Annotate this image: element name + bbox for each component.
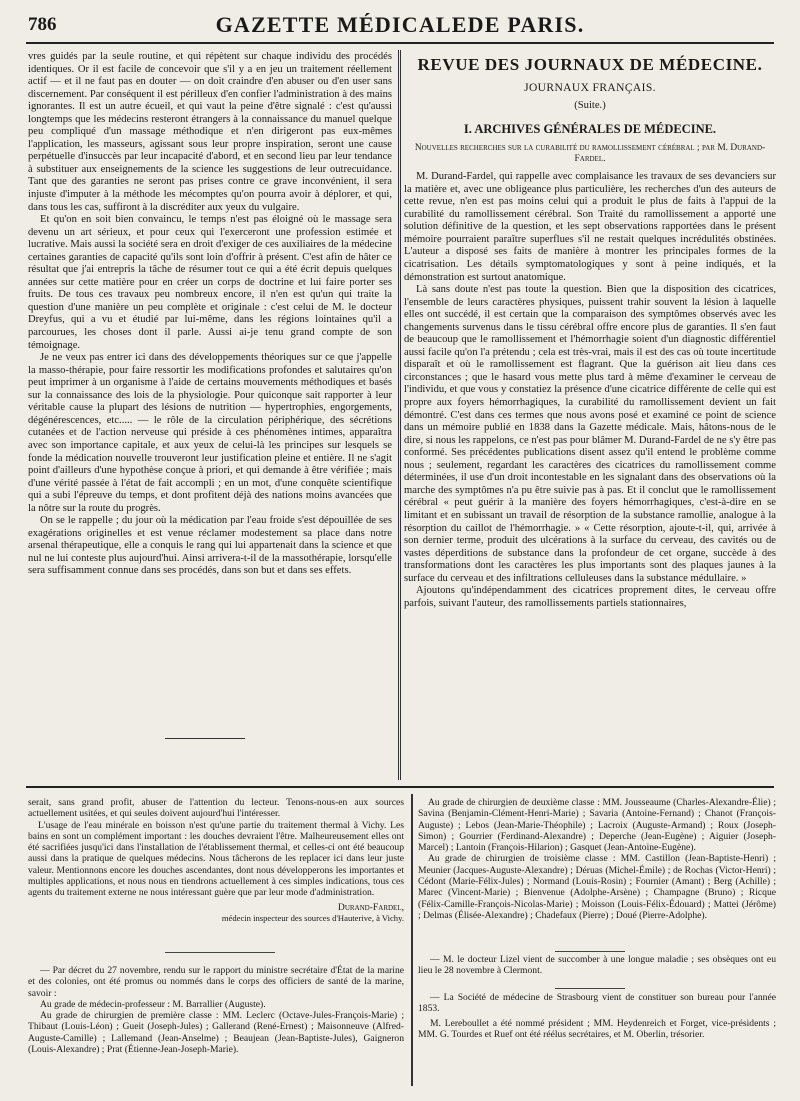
left-paragraph: Je ne veux pas entrer ici dans des développements théoriques sur ce que j'appelle la masso-thérapie, pour faire ressortir les modifications profondes et salutaires qu'on peut imprimer à un organisme à l'aide de certains mouvements méthodiques et basés sur la connaissance des lois de la physiologie. Pour quiconque sait rapporter à leur véritable cause la plupart des lésions de nutrition — hypertrophies, engorgements, dégénérescences, etc..... — le rôle de la circulation périphérique, des sécrétions cutanées et de l'action nerveuse qui préside à ces phénomènes intimes, apparaîtra avec son importance capitale, et aux yeux de celui-là les principes sur lesquels se fonde la médication nouvelle trouveront leur justification pleine et entière. Il ne s'agit point d'ailleurs d'une hypothèse conçue à priori, et qui demande à être vérifiée ; mais d'une vérité passée à l'état de fait accompli ; en un mot, d'une conquête scientifique qui a subi l'épreuve du temps, et dont profitent déjà des nations moins avancées que la nôtre sur la route du progrès. bbox=[28, 352, 392, 514]
left-paragraph: vres guidés par la seule routine, et qui répètent sur chaque individu des procédés identiques. Or il est facile de concevoir que s'il y a en jeu un traitement réellement actif — et il ne faut pas en douter — on doit craindre d'en abuser ou d'en user sans discernement. Par conséquent il est périlleux d'en confier l'administration à des mains ignorantes. Il est un autre écueil, et qui vaut la peine d'être signalé : c'est qu'aussi longtemps que les médecins resteront étrangers à la connaissance du manuel quelque peu compliqué d'un massage méthodique et n'en dirigeront pas eux-mêmes l'application, les masseurs, agissant sous leur propre inspiration, seront une cause perpétuelle d'insuccès par leur incapacité d'abord, et en second lieu par leur tendance à substituer aux enseignements de la science les suggestions de leur outrecuidance. Tant que des garanties ne seront pas prises contre ce grave inconvénient, il sera injuste d'imputer à la méthode les mécomptes qu'on pourra avoir à déplorer, et qui, dans tous les cas, suffiront à la discréditer aux yeux du vulgaire. bbox=[28, 51, 392, 213]
review-continued: (Suite.) bbox=[574, 100, 606, 112]
right-paragraph: M. Durand-Fardel, qui rappelle avec complaisance les travaux de ses devanciers sur la matière et, avec une obligeance plus particulière, les recherches d'un des auteurs de cette revue, n'en est pas moins celui qui a produit le plus de faits à l'appui de la curabilité du ramollissement cérébral. Son Traité du ramollissement a apporté une solution définitive de la question, et les sept observations rapportées dans le présent mémoire pourraient paraître superflues s'il ne restait quelques incrédulités obstinées. L'auteur a disposé ses faits de manière à montrer les principales formes de la cicatrisation. Les détails symptomatologiques y sont à peine indiqués, et la démonstration est surtout anatomique. bbox=[404, 171, 776, 283]
header-rule bbox=[26, 42, 774, 44]
bottom-left-paragraph: L'usage de l'eau minérale en boisson n'est qu'une partie du traitement thermal à Vichy. Les bains en sont un complément important : les douches devraient l'être. Malheureusement elles ont été sacrifiées jusqu'ici dans l'installation de l'établissement thermal, et celles-ci ont été beaucoup aussi dans la pratique de quelques médecins. Nous tâcherons de les replacer ici dans leur juste valeur. Mentionnons encore les douches ascendantes, dont nous développerons les importantes et multiples applications, et nous nous en tiendrons actuellement à ces simples indications, tous ces agents du traitement externe ne nous intéressant guère que par leur mode d'administration. bbox=[28, 819, 404, 899]
decree-paragraph: Au grade de chirurgien de première classe : MM. Leclerc (Octave-Jules-François-Marie) ; Thibaut (Louis-Léon) ; Gueit (Joseph-Jules) ; Gallerand (René-Ernest) ; Maisonneuve (Alfred-Auguste-Camille) ; Lallemand (Jean-Anselme) ; Beaujean (Jean-Baptiste-Jules), Gaigneron (Louis-Alexandre) ; Prat (Étienne-Jean-Joseph-Marie). bbox=[28, 1010, 404, 1056]
bottom-left-column bbox=[28, 797, 404, 932]
bottom-right-paragraph: Au grade de chirurgien de deuxième classe : MM. Jousseaume (Charles-Alexandre-Élie) ; Savina (Benjamin-Clément-Henri-Marie) ; Savaria (Antoine-Fernand) ; Chanot (François-Auguste) ; Lebos (Jean-Marie-Théophile) ; Lacroix (Auguste-Armand) ; Roux (Joseph-Simon) ; Gourrier (Ferdinand-Alexandre) ; Deperche (Jean-Eugène) ; Aiguier (Joseph-Marcel) ; Lantoin (François-Hilarion) ; Gasquet (Jean-Antoine-Eugène). bbox=[418, 797, 776, 854]
note-paragraph: — La Société de médecine de Strasbourg vient de constituer son bureau pour l'année 1853. bbox=[418, 992, 776, 1015]
bottom-right-column bbox=[418, 797, 776, 921]
decree-paragraph: — Par décret du 27 novembre, rendu sur le rapport du ministre secrétaire d'État de la marine et des colonies, ont été promus ou nommés dans le corps des officiers de santé de la marine, savoir : bbox=[28, 965, 404, 999]
right-column bbox=[404, 51, 776, 610]
page-number: 786 bbox=[28, 14, 57, 35]
note-paragraph: — M. le docteur Lizel vient de succomber à une longue maladie ; ses obsèques ont eu lieu le 28 novembre à Clermont. bbox=[418, 954, 776, 977]
left-paragraph: On se le rappelle ; du jour où la médication par l'eau froide s'est dépouillée de ses exagérations originelles et est venue réclamer modestement sa place dans notre arsenal thérapeutique, elle a conquis le rang qui lui appartenait dans la science et que nul ne lui conteste plus aujourd'hui. Ainsi arrivera-t-il de la massothérapie, lorsqu'elle sera suffisamment connue dans ses procédés, dans son but et dans ses effets. bbox=[28, 515, 392, 577]
officers-note bbox=[418, 1018, 776, 1041]
right-paragraph: Ajoutons qu'indépendamment des cicatrices proprement dites, le cerveau offre parfois, suivant l'auteur, des ramollissements partiels stationnaires, bbox=[404, 585, 776, 609]
left-column bbox=[28, 51, 392, 578]
end-of-article-rule bbox=[165, 738, 245, 739]
separator-rule bbox=[555, 988, 625, 989]
decree-block bbox=[28, 965, 404, 1055]
note-paragraph: M. Lereboullet a été nommé président ; MM. Heydenreich et Forget, vice-présidents ; MM. G. Tourdes et Ruef ont été réélus secrétaires, et M. Oberlin, trésorier. bbox=[418, 1018, 776, 1041]
lizel-note bbox=[418, 954, 776, 977]
signature-title: médecin inspecteur des sources d'Hauterive, à Vichy. bbox=[221, 912, 404, 923]
right-paragraph: Là sans doute n'est pas toute la question. Bien que la disposition des cicatrices, l'ensemble de leurs caractères physiques, puissent trahir souvent la lésion à laquelle elles ont succédé, il est certain que la comparaison des symptômes observés avec les changements survenus dans le tissu cérébral offre encore plus de garanties. Il s'en faut de beaucoup que le ramollissement et l'hémorrhagie soient d'un diagnostic différentiel aussi facile qu'on l'a prétendu ; cela est très-vrai, mais il est des cas où toute incertitude disparaît et où le ramollissement est flagrant. Que la guérison ait lieu dans ces circonstances ; que le hasard vous mette plus tard à même d'examiner le cerveau de l'individu, et que vous y constatiez la présence d'une cicatrice différente de celle qui est propre aux foyers hémorrhagiques, la curabilité du ramollissement devient un fait démontré. C'est dans ces termes que nous avons posé et examiné ce point de science dans un mémoire publié en 1838 dans la Gazette médicale. Mais, hâtons-nous de le dire, si nous les rappelons, ce n'est pas pour blâmer M. Durand-Fardel de ne s'y être pas conformé. Ses précédentes publications disent assez qu'il entend le problème comme nous ; seulement, regardant les caractères des cicatrices du ramollissement comme déterminées, il use d'un droit incontestable en les signalant dans des observations où la marche des symptômes n'a pu être suivie pas à pas. Et il conclut que le ramollissement cérébral « peut guérir à la manière des foyers hémorrhagiques, c'est-à-dire en se limitant et en subissant un travail de résorption de la substance ramollie, analogue à la résorption du caillot de l'hémorrhagie. » « Cette résorption, ajoute-t-il, qui, arrivée à son dernier terme, produit des ulcérations à la surface du cerveau, des cavités ou de vastes déperditions de substance dans la profondeur de cet organe, succède à des transformations dont les caractères les plus importants sont des plaques jaunes à la surface du cerveau et des infiltrations celluleuses dans la substance médullaire. » bbox=[404, 284, 776, 584]
separator-rule bbox=[165, 952, 275, 953]
strasbourg-note bbox=[418, 992, 776, 1015]
separator-rule bbox=[555, 951, 625, 952]
signature-name: Durand-Fardel, bbox=[337, 901, 404, 913]
section-heading: I. ARCHIVES GÉNÉRALES DE MÉDECINE. bbox=[463, 121, 717, 136]
column-divider bbox=[398, 50, 401, 780]
journal-title: GAZETTE MÉDICALEDE PARIS. bbox=[215, 12, 585, 37]
middle-rule bbox=[26, 786, 774, 788]
review-title: REVUE DES JOURNAUX DE MÉDECINE. bbox=[417, 55, 763, 74]
bottom-left-paragraph: serait, sans grand profit, abuser de l'attention du lecteur. Tenons-nous-en aux sources actuellement usitées, et qui seules doivent aujourd'hui l'intéresser. bbox=[28, 797, 404, 820]
bottom-right-paragraph: Au grade de chirurgien de troisième classe : MM. Castillon (Jean-Baptiste-Henri) ; Meunier (Jacques-Auguste-Alexandre) ; Déruas (Michel-Émile) ; de Rochas (Victor-Henri) ; Cédont (Marie-Félix-Jules) ; Normand (Louis-Rosin) ; Fournier (Amant) ; Berg (Achille) ; Marec (Vincent-Marie) ; Bienvenue (Adolphe-Arsène) ; Champagne (Bruno) ; Ricque (Félix-Camille-François-Nicolas-Marie) ; Moisson (Louis-Félix-Édouard) ; Mattei (Jérôme) ; Delmas (Élisée-Alexandre) ; Chadefaux (Pierre) ; Doué (Pierre-Adolphe). bbox=[418, 853, 776, 921]
article-title: Nouvelles recherches sur la curabilité du ramollissement cérébral ; par M. Durand-Fardel. bbox=[414, 143, 766, 165]
left-paragraph: Et qu'on en soit bien convaincu, le temps n'est pas éloigné où le massage sera devenu un art sérieux, et pour ceux qui l'exerceront une profession estimée et lucrative. Mais aussi la société sera en droit d'exiger de ces auxiliaires de la médecine certaines garanties de capacité qu'ils sont loin d'offrir à présent. C'est afin de hâter ce résultat que j'ai entrepris la tâche de résumer tout ce qui a été écrit depuis quelques années sur cette matière pour en créer un corps de doctrine et lui faire porter ses fruits. De tous ces travaux peu nombreux encore, il n'en est qu'un qui traite la question d'une manière un peu complète et originale : c'est celui de M. le docteur Dreyfus, qui a vu et étudié par lui-même, dans les régions lointaines qu'il a parcourues, les choses dont il parle. Aussi ai-je tenu grand compte de son témoignage. bbox=[28, 214, 392, 351]
decree-paragraph: Au grade de médecin-professeur : M. Barrallier (Auguste). bbox=[40, 998, 266, 1010]
bottom-column-divider bbox=[411, 794, 413, 1086]
review-subtitle: JOURNAUX FRANÇAIS. bbox=[524, 81, 656, 94]
